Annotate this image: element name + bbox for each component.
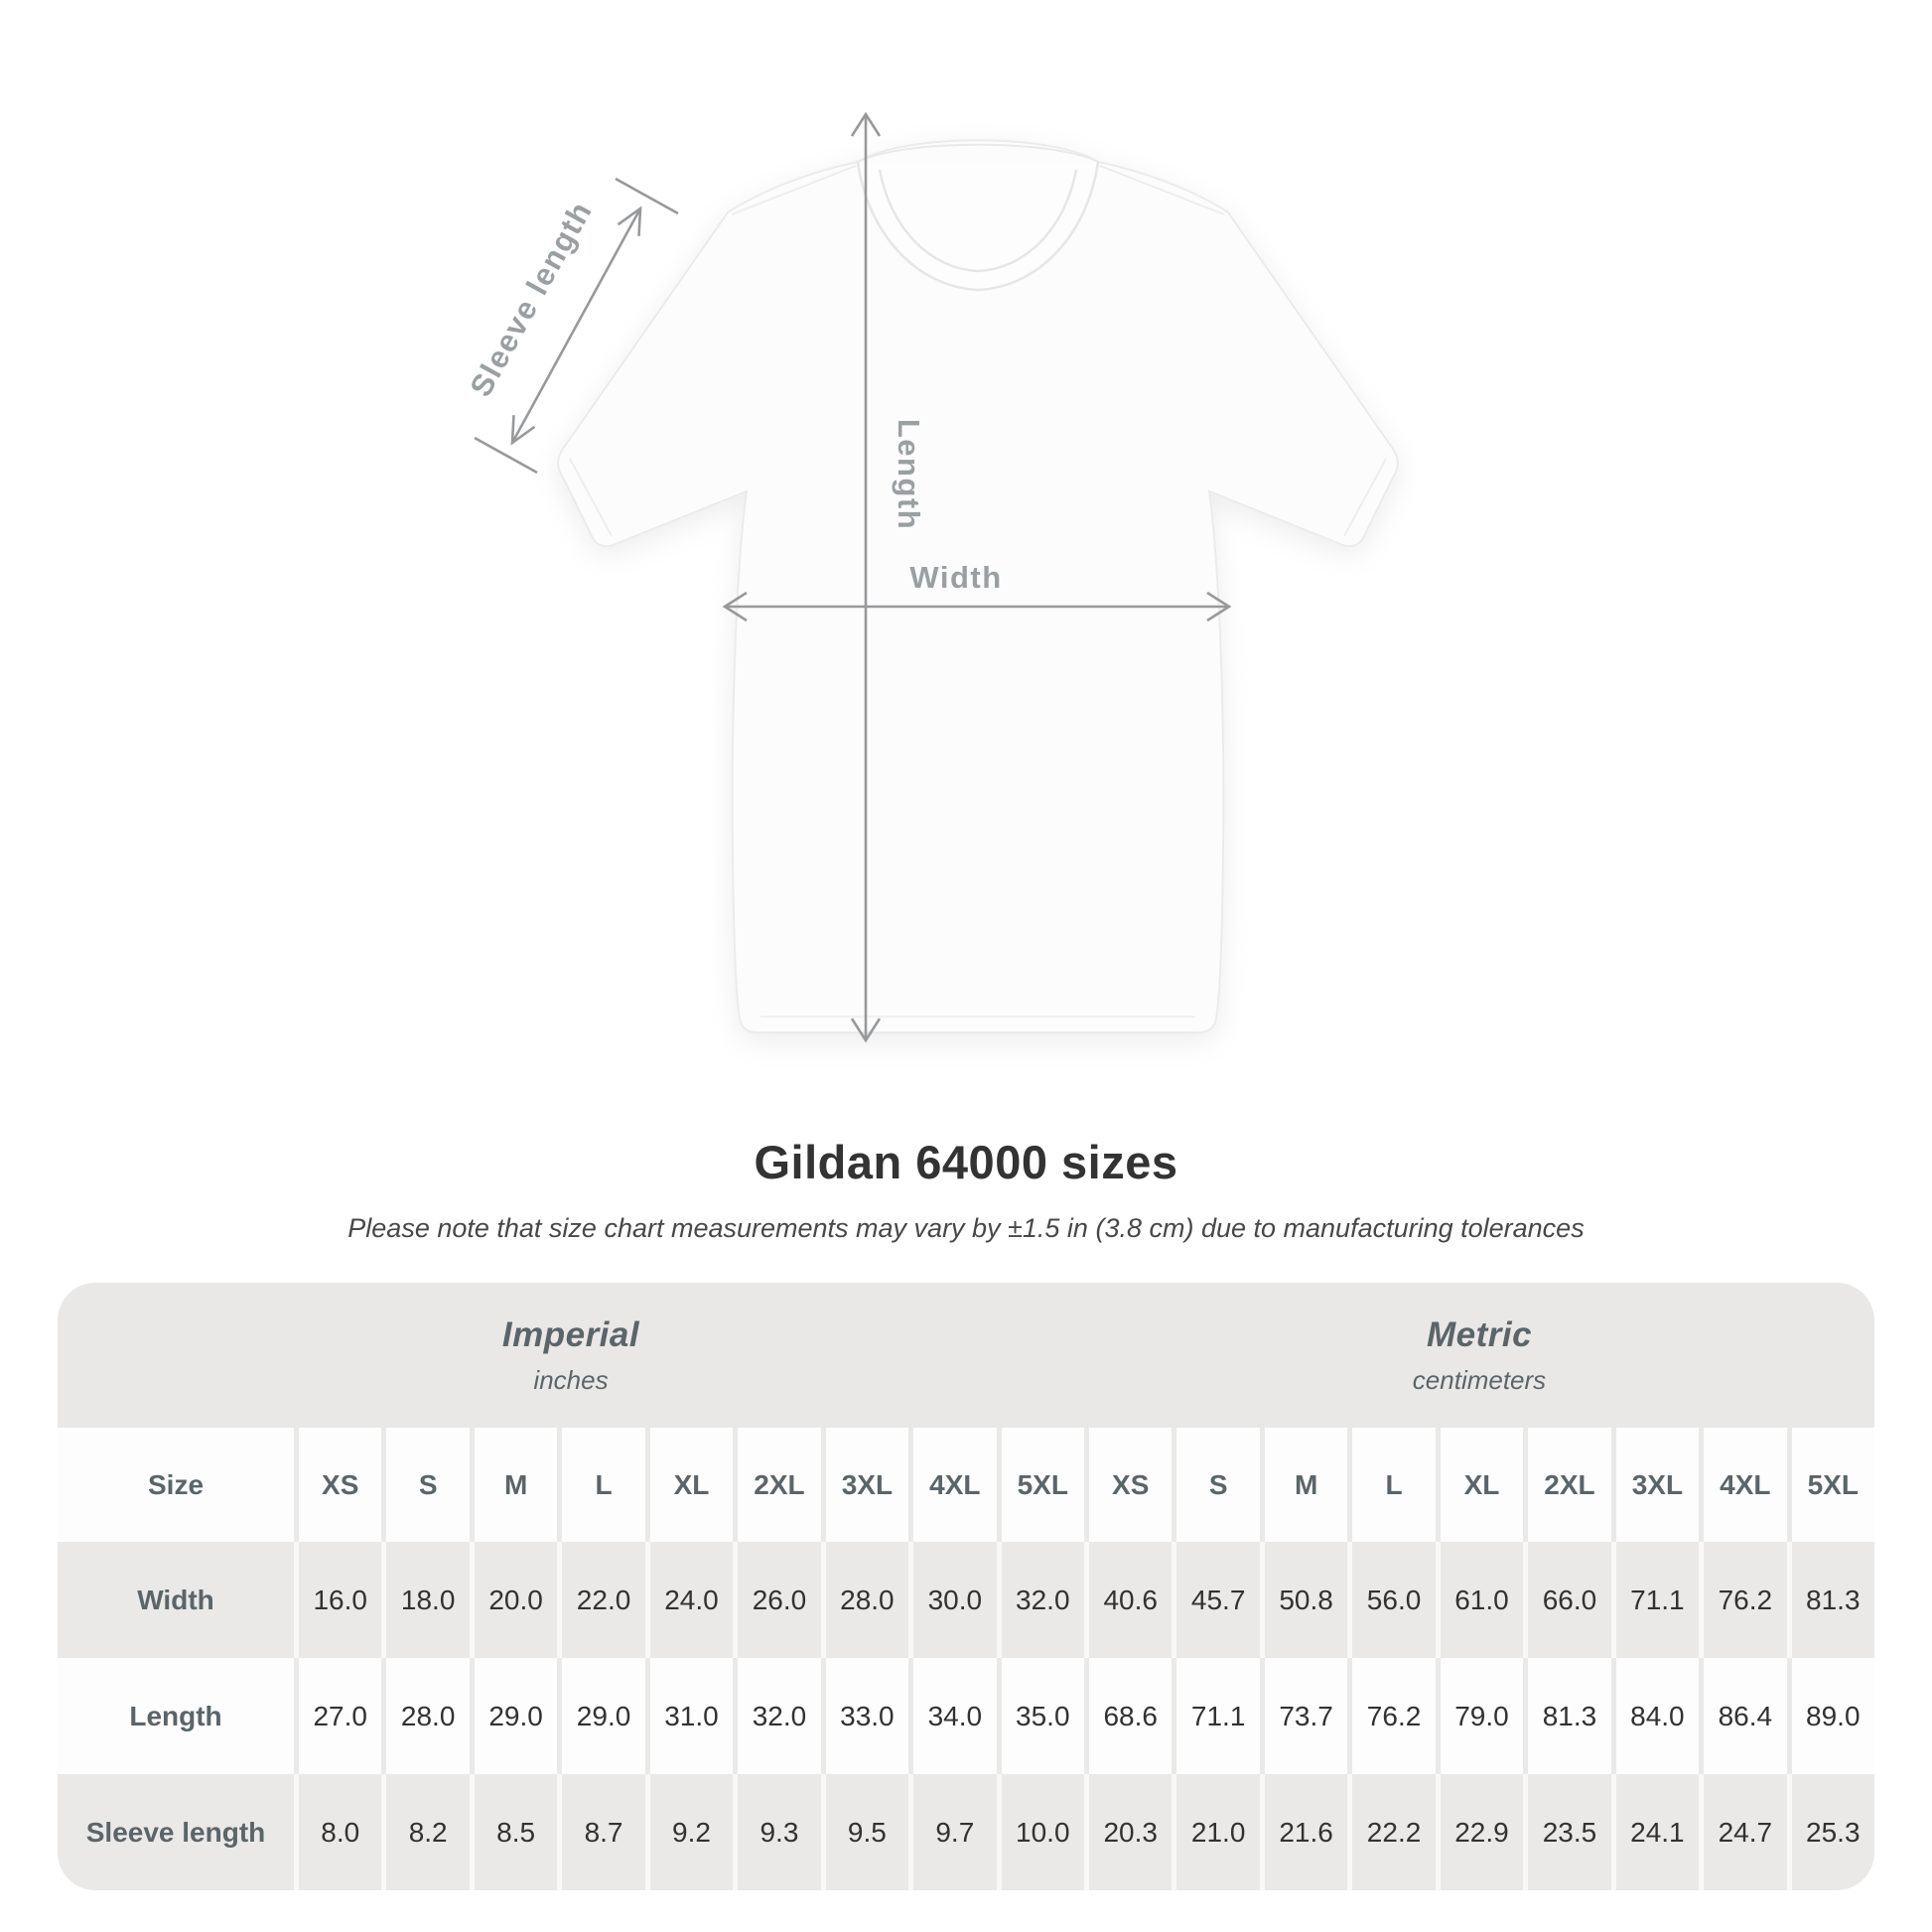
data-cell: 24.1 — [1611, 1774, 1699, 1890]
data-cell: 18.0 — [381, 1542, 469, 1658]
data-cell: 9.3 — [733, 1774, 820, 1890]
size-header-cell: L — [1347, 1428, 1435, 1542]
size-header-cell: XS — [1084, 1428, 1172, 1542]
metric-group-header — [1084, 1283, 1874, 1428]
data-cell: 24.0 — [645, 1542, 733, 1658]
data-cell: 61.0 — [1436, 1542, 1523, 1658]
sleeve-length-label: Sleeve length — [463, 195, 600, 403]
size-header-cell: 2XL — [1523, 1428, 1610, 1542]
tolerance-note: Please note that size chart measurements may vary by ±1.5 in (3.8 cm) due to manufacturing tolerances — [347, 1213, 1585, 1243]
data-cell: 25.3 — [1787, 1774, 1874, 1890]
size-header-cell: XL — [1436, 1428, 1523, 1542]
data-cell: 86.4 — [1699, 1658, 1786, 1774]
length-label: Length — [892, 418, 926, 531]
data-cell: 81.3 — [1787, 1542, 1874, 1658]
table-row-width — [58, 1542, 1874, 1658]
data-cell: 73.7 — [1260, 1658, 1347, 1774]
data-cell: 24.7 — [1699, 1774, 1786, 1890]
data-cell: 89.0 — [1787, 1658, 1874, 1774]
row-label: Width — [137, 1584, 214, 1615]
data-cell: 29.0 — [470, 1658, 557, 1774]
row-label: Sleeve length — [85, 1816, 266, 1848]
table-row-sleeve-length — [58, 1774, 1874, 1890]
size-header-cell: 3XL — [821, 1428, 908, 1542]
data-cell: 34.0 — [908, 1658, 996, 1774]
data-cell: 28.0 — [381, 1658, 469, 1774]
size-header-cell: 5XL — [1787, 1428, 1874, 1542]
data-cell: 23.5 — [1523, 1774, 1610, 1890]
page-title: Gildan 64000 sizes — [754, 1136, 1178, 1188]
data-cell: 71.1 — [1611, 1542, 1699, 1658]
data-cell: 21.0 — [1172, 1774, 1259, 1890]
size-table — [58, 1283, 1874, 1890]
size-header-row — [58, 1428, 1874, 1542]
size-header-cell: S — [381, 1428, 469, 1542]
size-header-cell: 5XL — [997, 1428, 1084, 1542]
data-cell: 26.0 — [733, 1542, 820, 1658]
data-cell: 29.0 — [557, 1658, 644, 1774]
data-cell: 27.0 — [294, 1658, 381, 1774]
size-header-cell: M — [1260, 1428, 1347, 1542]
data-cell: 28.0 — [821, 1542, 908, 1658]
row-label: Length — [129, 1700, 222, 1731]
data-cell: 33.0 — [821, 1658, 908, 1774]
data-cell: 22.0 — [557, 1542, 644, 1658]
data-cell: 16.0 — [294, 1542, 381, 1658]
imperial-group-header — [58, 1283, 1084, 1428]
size-header-cell: 4XL — [908, 1428, 996, 1542]
size-header-cell: L — [557, 1428, 644, 1542]
data-cell: 9.5 — [821, 1774, 908, 1890]
data-cell: 56.0 — [1347, 1542, 1435, 1658]
size-header-cell: S — [1172, 1428, 1259, 1542]
data-cell: 32.0 — [733, 1658, 820, 1774]
data-cell: 76.2 — [1347, 1658, 1435, 1774]
table-row-length — [58, 1658, 1874, 1774]
size-header-cell: XL — [645, 1428, 733, 1542]
data-cell: 22.9 — [1436, 1774, 1523, 1890]
data-cell: 10.0 — [997, 1774, 1084, 1890]
size-column-header: Size — [147, 1468, 205, 1500]
width-label: Width — [909, 560, 1003, 595]
data-cell: 68.6 — [1084, 1658, 1172, 1774]
data-cell: 20.0 — [470, 1542, 557, 1658]
data-cell: 35.0 — [997, 1658, 1084, 1774]
size-header-cell: M — [470, 1428, 557, 1542]
data-cell: 32.0 — [997, 1542, 1084, 1658]
data-cell: 8.0 — [294, 1774, 381, 1890]
metric-group-unit: centimeters — [1412, 1364, 1547, 1395]
imperial-group-unit: inches — [533, 1364, 609, 1395]
data-cell: 30.0 — [908, 1542, 996, 1658]
data-cell: 40.6 — [1084, 1542, 1172, 1658]
data-cell: 84.0 — [1611, 1658, 1699, 1774]
unit-group-band — [58, 1283, 1874, 1428]
data-cell: 45.7 — [1172, 1542, 1259, 1658]
data-cell: 66.0 — [1523, 1542, 1610, 1658]
data-cell: 22.2 — [1347, 1774, 1435, 1890]
data-cell: 50.8 — [1260, 1542, 1347, 1658]
data-cell: 21.6 — [1260, 1774, 1347, 1890]
data-cell: 31.0 — [645, 1658, 733, 1774]
data-cell: 76.2 — [1699, 1542, 1786, 1658]
data-cell: 71.1 — [1172, 1658, 1259, 1774]
size-header-cell: 4XL — [1699, 1428, 1786, 1542]
size-header-cell: XS — [294, 1428, 381, 1542]
data-cell: 8.5 — [470, 1774, 557, 1890]
metric-group-name: Metric — [1426, 1314, 1533, 1354]
data-cell: 8.2 — [381, 1774, 469, 1890]
imperial-group-name: Imperial — [501, 1314, 640, 1354]
data-cell: 9.2 — [645, 1774, 733, 1890]
data-cell: 20.3 — [1084, 1774, 1172, 1890]
data-cell: 8.7 — [557, 1774, 644, 1890]
data-cell: 9.7 — [908, 1774, 996, 1890]
data-cell: 79.0 — [1436, 1658, 1523, 1774]
size-header-cell: 2XL — [733, 1428, 820, 1542]
size-header-cell: 3XL — [1611, 1428, 1699, 1542]
data-cell: 81.3 — [1523, 1658, 1610, 1774]
